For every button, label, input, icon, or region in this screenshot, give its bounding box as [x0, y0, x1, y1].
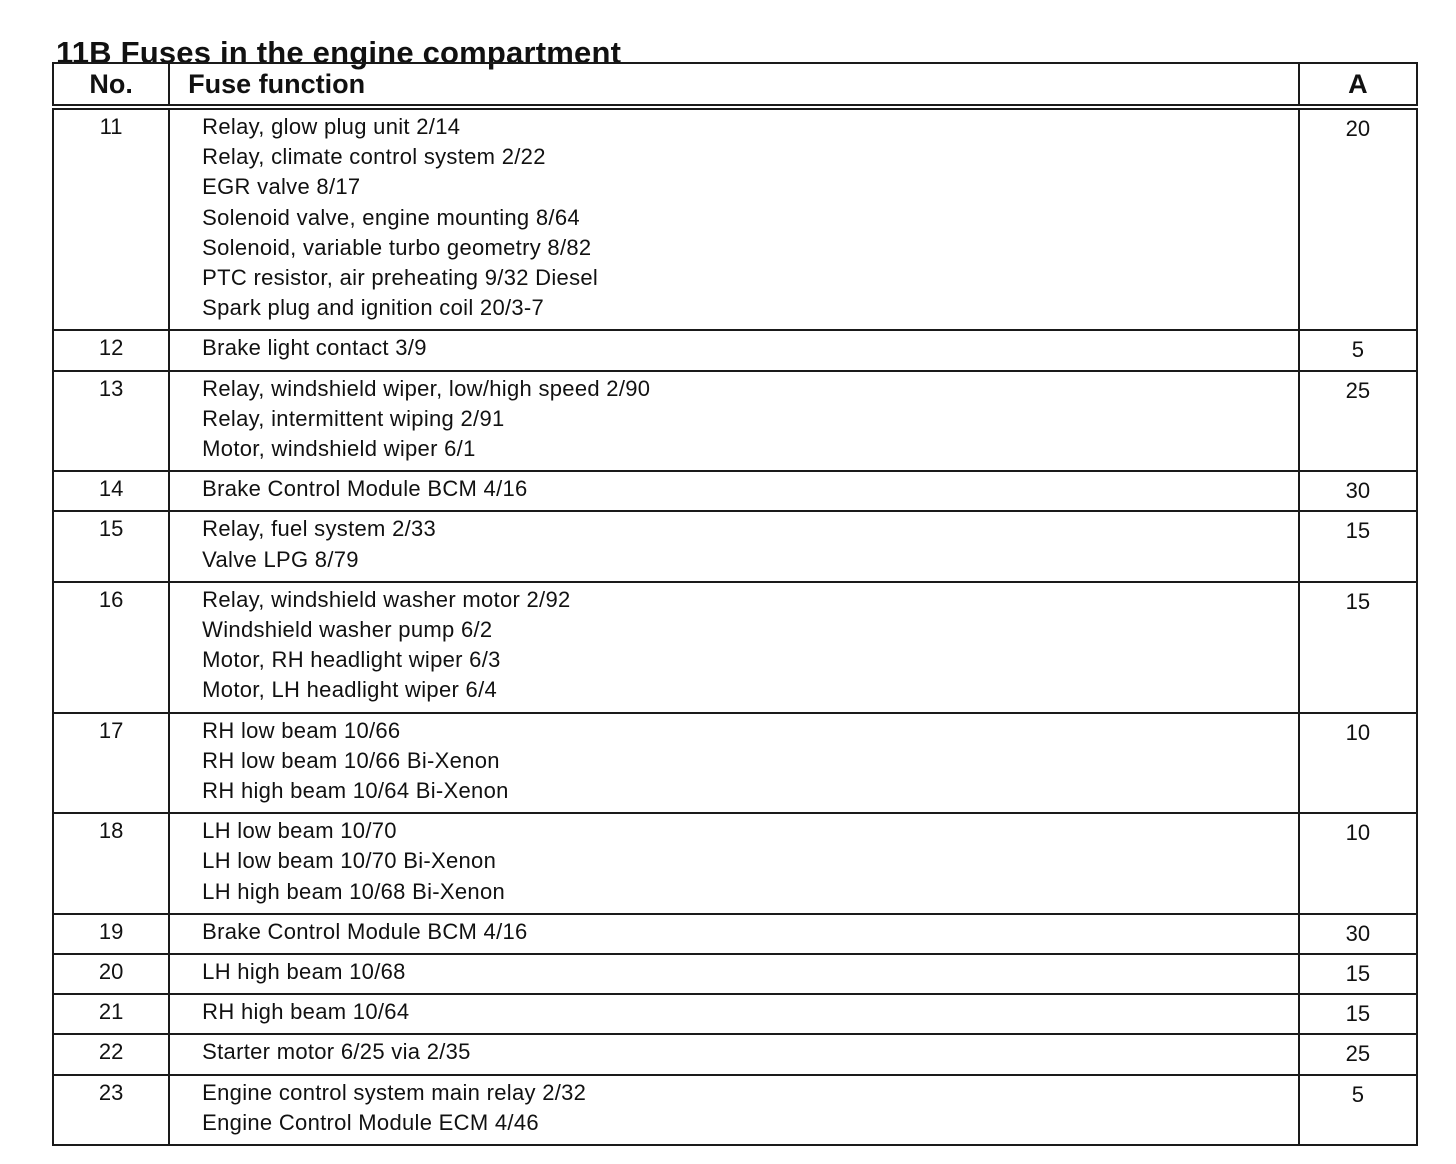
- fuse-number: 14: [53, 471, 169, 511]
- fuse-function-item: Engine control system main relay 2/32: [202, 1079, 587, 1105]
- fuse-function-cell: [169, 914, 1299, 954]
- fuse-function-item: Relay, intermittent wiping 2/91: [202, 405, 505, 431]
- fuse-function-item: EGR valve 8/17: [202, 174, 361, 200]
- table-row: [53, 371, 1417, 472]
- fuse-function-item: LH low beam 10/70 Bi-Xenon: [202, 848, 497, 874]
- table-row: [53, 994, 1417, 1034]
- column-header-amps: A: [1299, 63, 1417, 107]
- table-row: [53, 330, 1417, 370]
- fuse-amperage: 30: [1299, 914, 1417, 954]
- fuse-function-item: Windshield washer pump 6/2: [202, 617, 493, 643]
- fuse-function-item: Engine Control Module ECM 4/46: [202, 1109, 539, 1135]
- fuse-function-item: Relay, climate control system 2/22: [202, 144, 546, 170]
- fuse-function-cell: [169, 471, 1299, 511]
- fuse-function-cell: [169, 511, 1299, 581]
- table-row: [53, 107, 1417, 330]
- fuse-function-item: Solenoid, variable turbo geometry 8/82: [202, 234, 592, 260]
- fuse-function-item: Relay, windshield washer motor 2/92: [202, 586, 571, 612]
- fuse-function-item: Relay, fuel system 2/33: [202, 516, 437, 542]
- fuse-amperage: 10: [1299, 813, 1417, 914]
- fuse-function-item: Motor, LH headlight wiper 6/4: [202, 677, 498, 703]
- fuse-function-item: Motor, RH headlight wiper 6/3: [202, 647, 501, 673]
- fuse-function-cell: [169, 813, 1299, 914]
- table-row: [53, 713, 1417, 814]
- fuse-number: 21: [53, 994, 169, 1034]
- fuse-function-cell: [169, 713, 1299, 814]
- fuse-function-item: Starter motor 6/25 via 2/35: [202, 1039, 471, 1065]
- fuse-amperage: 15: [1299, 994, 1417, 1034]
- table-row: [53, 954, 1417, 994]
- fuse-amperage: 25: [1299, 1034, 1417, 1074]
- fuse-function-item: RH low beam 10/66: [202, 717, 401, 743]
- table-row: [53, 914, 1417, 954]
- fuse-function-cell: [169, 1075, 1299, 1145]
- fuse-function-item: RH high beam 10/64 Bi-Xenon: [202, 778, 509, 804]
- table-row: [53, 813, 1417, 914]
- fuse-number: 13: [53, 371, 169, 472]
- fuse-function-cell: [169, 994, 1299, 1034]
- fuse-number: 16: [53, 582, 169, 713]
- fuse-function-cell: [169, 330, 1299, 370]
- fuse-function-item: Relay, windshield wiper, low/high speed 2/90: [202, 375, 651, 401]
- fuse-number: 23: [53, 1075, 169, 1145]
- table-header-row: [53, 63, 1417, 107]
- fuse-number: 19: [53, 914, 169, 954]
- fuse-amperage: 15: [1299, 954, 1417, 994]
- column-header-fuse-function: Fuse function: [169, 63, 1299, 107]
- fuse-number: 12: [53, 330, 169, 370]
- table-row: [53, 1075, 1417, 1145]
- fuse-function-item: Spark plug and ignition coil 20/3-7: [202, 295, 545, 321]
- fuse-function-cell: [169, 582, 1299, 713]
- fuse-number: 20: [53, 954, 169, 994]
- fuse-function-item: LH low beam 10/70: [202, 818, 397, 844]
- fuse-table: [52, 62, 1418, 1146]
- fuse-function-cell: [169, 954, 1299, 994]
- fuse-number: 22: [53, 1034, 169, 1074]
- fuse-function-cell: [169, 107, 1299, 330]
- table-row: [53, 1034, 1417, 1074]
- fuse-amperage: 5: [1299, 330, 1417, 370]
- fuse-amperage: 15: [1299, 511, 1417, 581]
- fuse-function-item: Relay, glow plug unit 2/14: [202, 114, 461, 139]
- fuse-function-item: LH high beam 10/68: [202, 959, 406, 985]
- fuse-function-item: Brake light contact 3/9: [202, 335, 427, 361]
- fuse-function-item: Brake Control Module BCM 4/16: [202, 476, 528, 502]
- table-row: [53, 582, 1417, 713]
- column-header-no: No.: [53, 63, 169, 107]
- fuse-number: 15: [53, 511, 169, 581]
- fuse-number: 11: [53, 107, 169, 330]
- fuse-number: 17: [53, 713, 169, 814]
- fuse-amperage: 25: [1299, 371, 1417, 472]
- fuse-function-item: Solenoid valve, engine mounting 8/64: [202, 204, 580, 230]
- fuse-function-item: PTC resistor, air preheating 9/32 Diesel: [202, 265, 599, 291]
- fuse-function-item: LH high beam 10/68 Bi-Xenon: [202, 878, 506, 904]
- fuse-amperage: 5: [1299, 1075, 1417, 1145]
- fuse-number: 18: [53, 813, 169, 914]
- fuse-function-item: RH high beam 10/64: [202, 999, 410, 1025]
- fuse-amperage: 10: [1299, 713, 1417, 814]
- fuse-function-item: Valve LPG 8/79: [202, 546, 359, 572]
- fuse-function-item: Motor, windshield wiper 6/1: [202, 436, 476, 462]
- fuse-function-item: RH low beam 10/66 Bi-Xenon: [202, 747, 500, 773]
- page-title: 11B Fuses in the engine compartment: [56, 34, 622, 70]
- fuse-amperage: 20: [1299, 107, 1417, 330]
- table-row: [53, 471, 1417, 511]
- fuse-amperage: 30: [1299, 471, 1417, 511]
- fuse-function-item: Brake Control Module BCM 4/16: [202, 918, 528, 944]
- fuse-rows: [53, 107, 1417, 1145]
- fuse-amperage: 15: [1299, 582, 1417, 713]
- table-row: [53, 511, 1417, 581]
- fuse-function-cell: [169, 1034, 1299, 1074]
- fuse-function-cell: [169, 371, 1299, 472]
